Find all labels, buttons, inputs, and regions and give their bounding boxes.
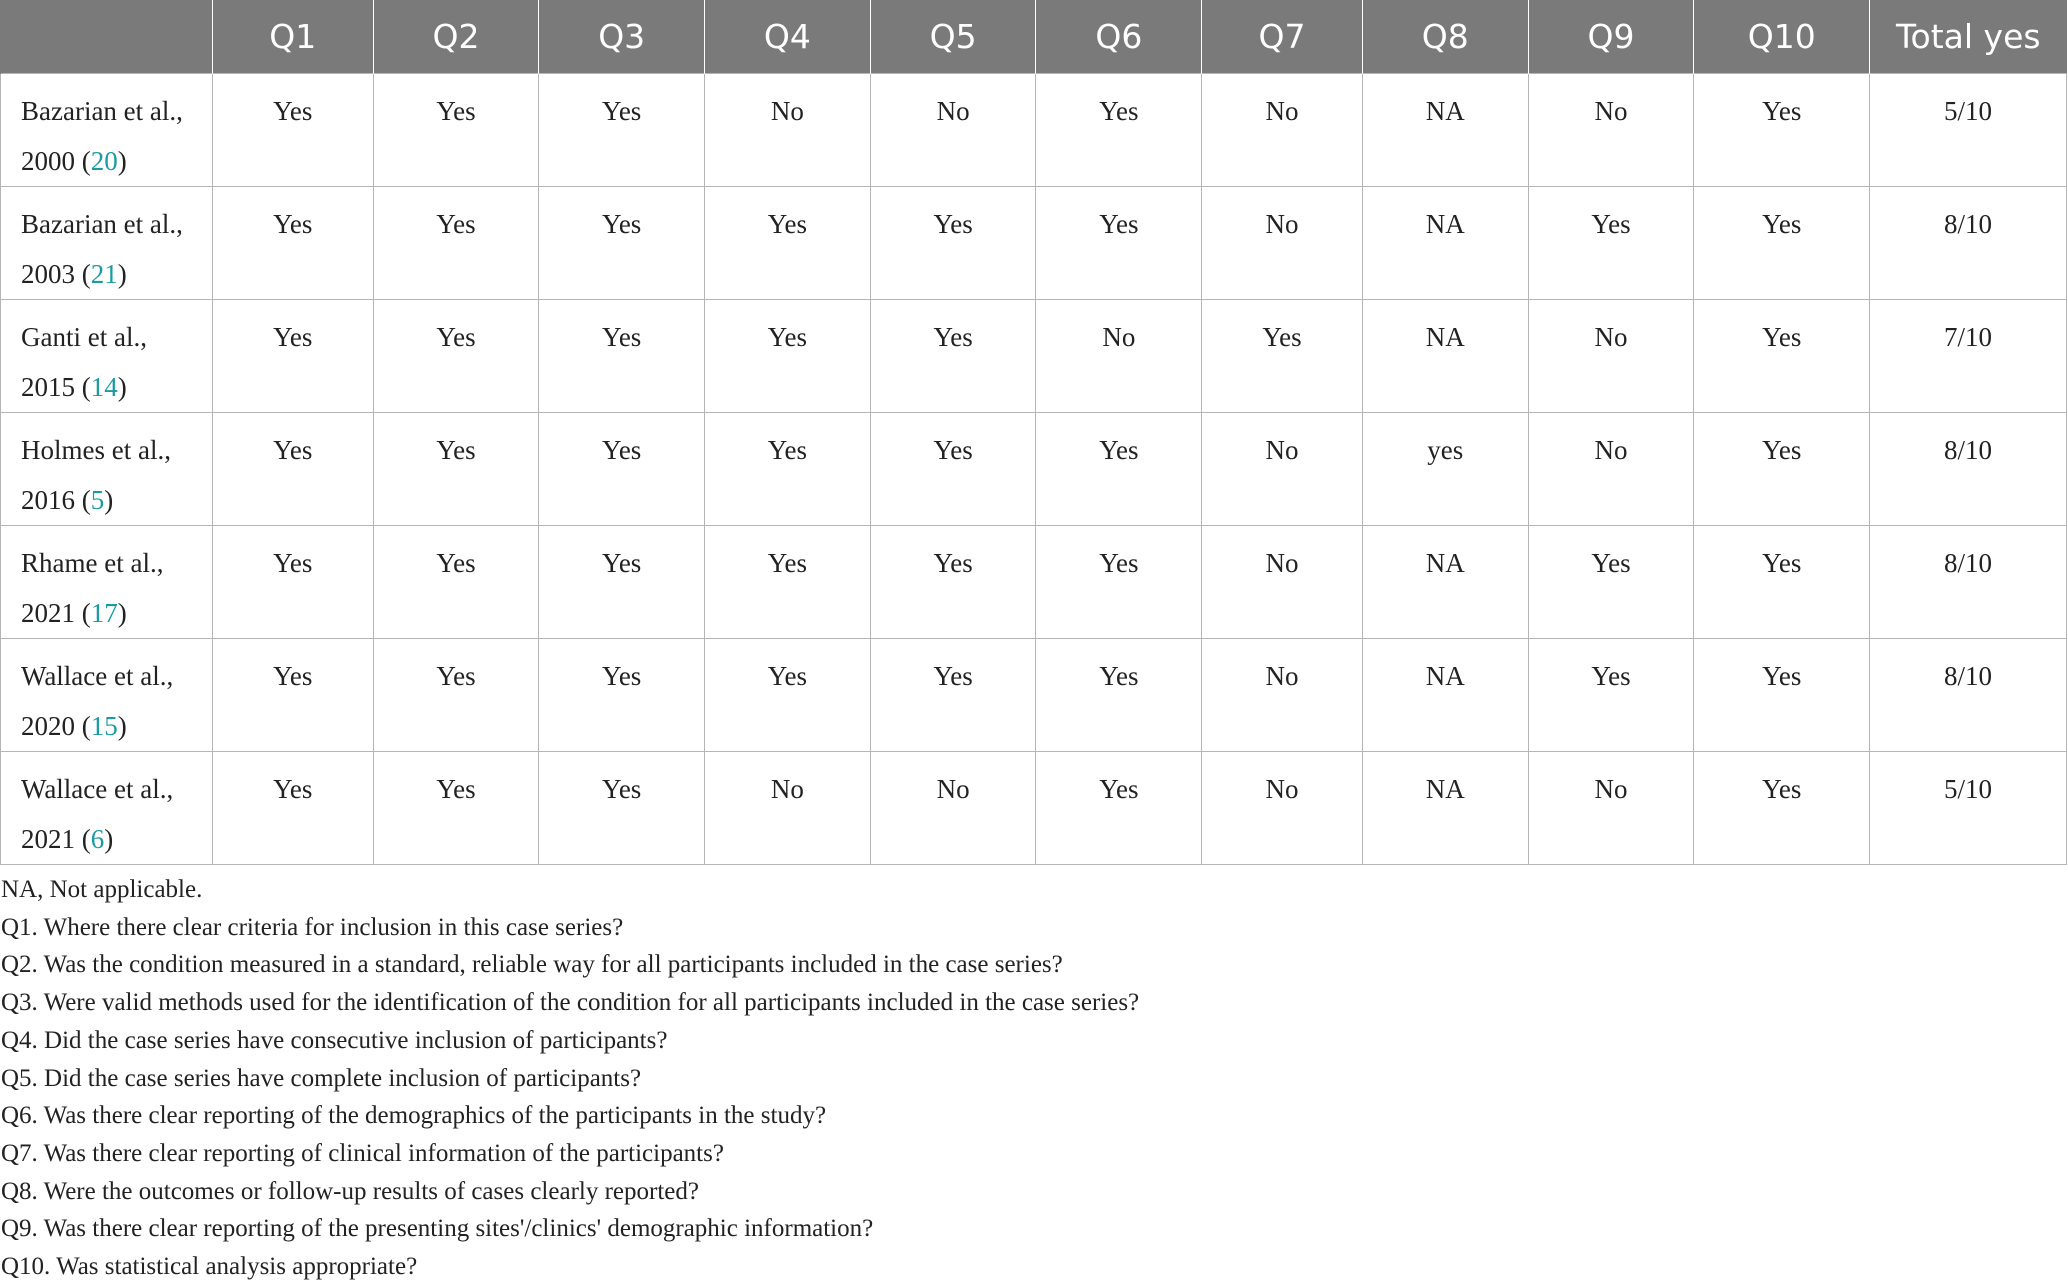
study-year: 2016: [21, 485, 75, 515]
table-row: [1, 639, 2067, 752]
answer-cell: Yes: [1036, 752, 1202, 865]
study-author: Bazarian et al.,: [21, 209, 183, 239]
footnote-line: Q9. Was there clear reporting of the presenting sites'/clinics' demographic information?: [1, 1215, 874, 1243]
total-yes-cell: 8/10: [1870, 413, 2067, 526]
answer-cell: Yes: [539, 300, 705, 413]
answer-cell: Yes: [1694, 639, 1870, 752]
study-cell: Rhame et al., 2021 (17): [1, 526, 213, 639]
answer-cell: No: [1202, 74, 1363, 187]
answer-cell: Yes: [539, 752, 705, 865]
table-row: [1, 526, 2067, 639]
study-author: Wallace et al.,: [21, 661, 174, 691]
header-cell: Q3: [539, 0, 705, 74]
answer-cell: Yes: [373, 639, 539, 752]
answer-cell: Yes: [212, 413, 373, 526]
study-year: 2000: [21, 146, 75, 176]
footnote-line: Q6. Was there clear reporting of the demographics of the participants in the study?: [1, 1102, 827, 1130]
answer-cell: Yes: [373, 300, 539, 413]
header-cell: [1, 0, 213, 74]
answer-cell: Yes: [373, 752, 539, 865]
study-cell: Bazarian et al., 2003 (21): [1, 187, 213, 300]
answer-cell: No: [870, 74, 1036, 187]
header-cell: Q10: [1694, 0, 1870, 74]
footnote-line: Q2. Was the condition measured in a standard, reliable way for all participants included in the case series?: [1, 951, 1063, 979]
footnote-line: Q10. Was statistical analysis appropriate?: [1, 1253, 418, 1281]
answer-cell: Yes: [212, 74, 373, 187]
answer-cell: Yes: [539, 413, 705, 526]
reference-link[interactable]: 17: [90, 598, 118, 628]
answer-cell: Yes: [1528, 639, 1694, 752]
reference-link[interactable]: 15: [90, 711, 118, 741]
answer-cell: Yes: [1694, 752, 1870, 865]
study-author: Ganti et al.,: [21, 322, 147, 352]
answer-cell: No: [705, 752, 871, 865]
table-row: [1, 74, 2067, 187]
study-cell: Wallace et al., 2020 (15): [1, 639, 213, 752]
answer-cell: NA: [1362, 752, 1528, 865]
study-author: Rhame et al.,: [21, 548, 164, 578]
answer-cell: Yes: [212, 526, 373, 639]
answer-cell: Yes: [705, 187, 871, 300]
total-yes-cell: 8/10: [1870, 526, 2067, 639]
footnote-line: Q5. Did the case series have complete inclusion of participants?: [1, 1064, 642, 1092]
answer-cell: No: [1202, 526, 1363, 639]
answer-cell: Yes: [870, 300, 1036, 413]
total-yes-cell: 5/10: [1870, 752, 2067, 865]
study-year: 2020: [21, 711, 75, 741]
answer-cell: No: [1202, 413, 1363, 526]
header-cell: Q8: [1362, 0, 1528, 74]
answer-cell: Yes: [1694, 74, 1870, 187]
answer-cell: Yes: [1036, 74, 1202, 187]
answer-cell: yes: [1362, 413, 1528, 526]
header-cell: Q9: [1528, 0, 1694, 74]
answer-cell: Yes: [705, 300, 871, 413]
answer-cell: No: [1528, 300, 1694, 413]
table-row: [1, 752, 2067, 865]
total-yes-cell: 5/10: [1870, 74, 2067, 187]
answer-cell: NA: [1362, 639, 1528, 752]
answer-cell: NA: [1362, 74, 1528, 187]
study-year: 2015: [21, 372, 75, 402]
answer-cell: Yes: [212, 187, 373, 300]
answer-cell: NA: [1362, 300, 1528, 413]
study-cell: Holmes et al., 2016 (5): [1, 413, 213, 526]
footnote-line: Q8. Were the outcomes or follow-up results of cases clearly reported?: [1, 1177, 699, 1205]
study-cell: Bazarian et al., 2000 (20): [1, 74, 213, 187]
study-author: Holmes et al.,: [21, 435, 171, 465]
answer-cell: No: [1036, 300, 1202, 413]
reference-link[interactable]: 20: [90, 146, 118, 176]
answer-cell: Yes: [870, 413, 1036, 526]
table-footnotes: [0, 865, 2068, 1286]
answer-cell: Yes: [870, 526, 1036, 639]
answer-cell: Yes: [1528, 187, 1694, 300]
reference-link[interactable]: 21: [90, 259, 118, 289]
answer-cell: NA: [1362, 526, 1528, 639]
answer-cell: No: [1202, 639, 1363, 752]
header-cell: Q7: [1202, 0, 1363, 74]
total-yes-cell: 8/10: [1870, 639, 2067, 752]
answer-cell: Yes: [1694, 526, 1870, 639]
study-cell: Ganti et al., 2015 (14): [1, 300, 213, 413]
table-row: [1, 300, 2067, 413]
answer-cell: Yes: [539, 187, 705, 300]
answer-cell: Yes: [1036, 639, 1202, 752]
table-row: [1, 187, 2067, 300]
answer-cell: Yes: [705, 639, 871, 752]
answer-cell: Yes: [1694, 300, 1870, 413]
answer-cell: Yes: [1528, 526, 1694, 639]
answer-cell: NA: [1362, 187, 1528, 300]
footnote-line: Q4. Did the case series have consecutive inclusion of participants?: [1, 1026, 668, 1054]
header-cell: Total yes: [1870, 0, 2067, 74]
footnote-line: NA, Not applicable.: [1, 876, 203, 903]
answer-cell: Yes: [212, 752, 373, 865]
study-cell: Wallace et al., 2021 (6): [1, 752, 213, 865]
total-yes-cell: 7/10: [1870, 300, 2067, 413]
answer-cell: Yes: [212, 300, 373, 413]
answer-cell: Yes: [870, 639, 1036, 752]
answer-cell: No: [1528, 74, 1694, 187]
answer-cell: Yes: [1036, 187, 1202, 300]
total-yes-cell: 8/10: [1870, 187, 2067, 300]
answer-cell: Yes: [212, 639, 373, 752]
study-author: Bazarian et al.,: [21, 96, 183, 126]
reference-link[interactable]: 6: [90, 824, 105, 854]
table-row: [1, 413, 2067, 526]
footnote-line: Q7. Was there clear reporting of clinical information of the participants?: [1, 1139, 724, 1167]
header-cell: Q6: [1036, 0, 1202, 74]
answer-cell: Yes: [539, 74, 705, 187]
header-cell: Q1: [212, 0, 373, 74]
reference-link[interactable]: 14: [90, 372, 118, 402]
header-row: [1, 0, 2067, 74]
answer-cell: No: [1528, 413, 1694, 526]
answer-cell: Yes: [373, 413, 539, 526]
answer-cell: Yes: [1202, 300, 1363, 413]
answer-cell: Yes: [870, 187, 1036, 300]
answer-cell: Yes: [1036, 413, 1202, 526]
study-year: 2021: [21, 598, 75, 628]
answer-cell: Yes: [539, 526, 705, 639]
footnote-line: Q1. Where there clear criteria for inclusion in this case series?: [1, 913, 624, 941]
answer-cell: No: [705, 74, 871, 187]
answer-cell: Yes: [1036, 526, 1202, 639]
answer-cell: No: [1202, 187, 1363, 300]
header-cell: Q2: [373, 0, 539, 74]
answer-cell: Yes: [1694, 187, 1870, 300]
answer-cell: Yes: [373, 187, 539, 300]
study-author: Wallace et al.,: [21, 774, 174, 804]
answer-cell: No: [1202, 752, 1363, 865]
header-cell: Q4: [705, 0, 871, 74]
study-year: 2003: [21, 259, 75, 289]
answer-cell: Yes: [705, 413, 871, 526]
answer-cell: Yes: [1694, 413, 1870, 526]
reference-link[interactable]: 5: [90, 485, 105, 515]
answer-cell: Yes: [373, 74, 539, 187]
answer-cell: Yes: [373, 526, 539, 639]
answer-cell: No: [1528, 752, 1694, 865]
table-body: [1, 74, 2067, 865]
header-cell: Q5: [870, 0, 1036, 74]
footnote-line: Q3. Were valid methods used for the identification of the condition for all participants included in the case series?: [1, 989, 1140, 1017]
answer-cell: Yes: [705, 526, 871, 639]
answer-cell: Yes: [539, 639, 705, 752]
study-year: 2021: [21, 824, 75, 854]
answer-cell: No: [870, 752, 1036, 865]
